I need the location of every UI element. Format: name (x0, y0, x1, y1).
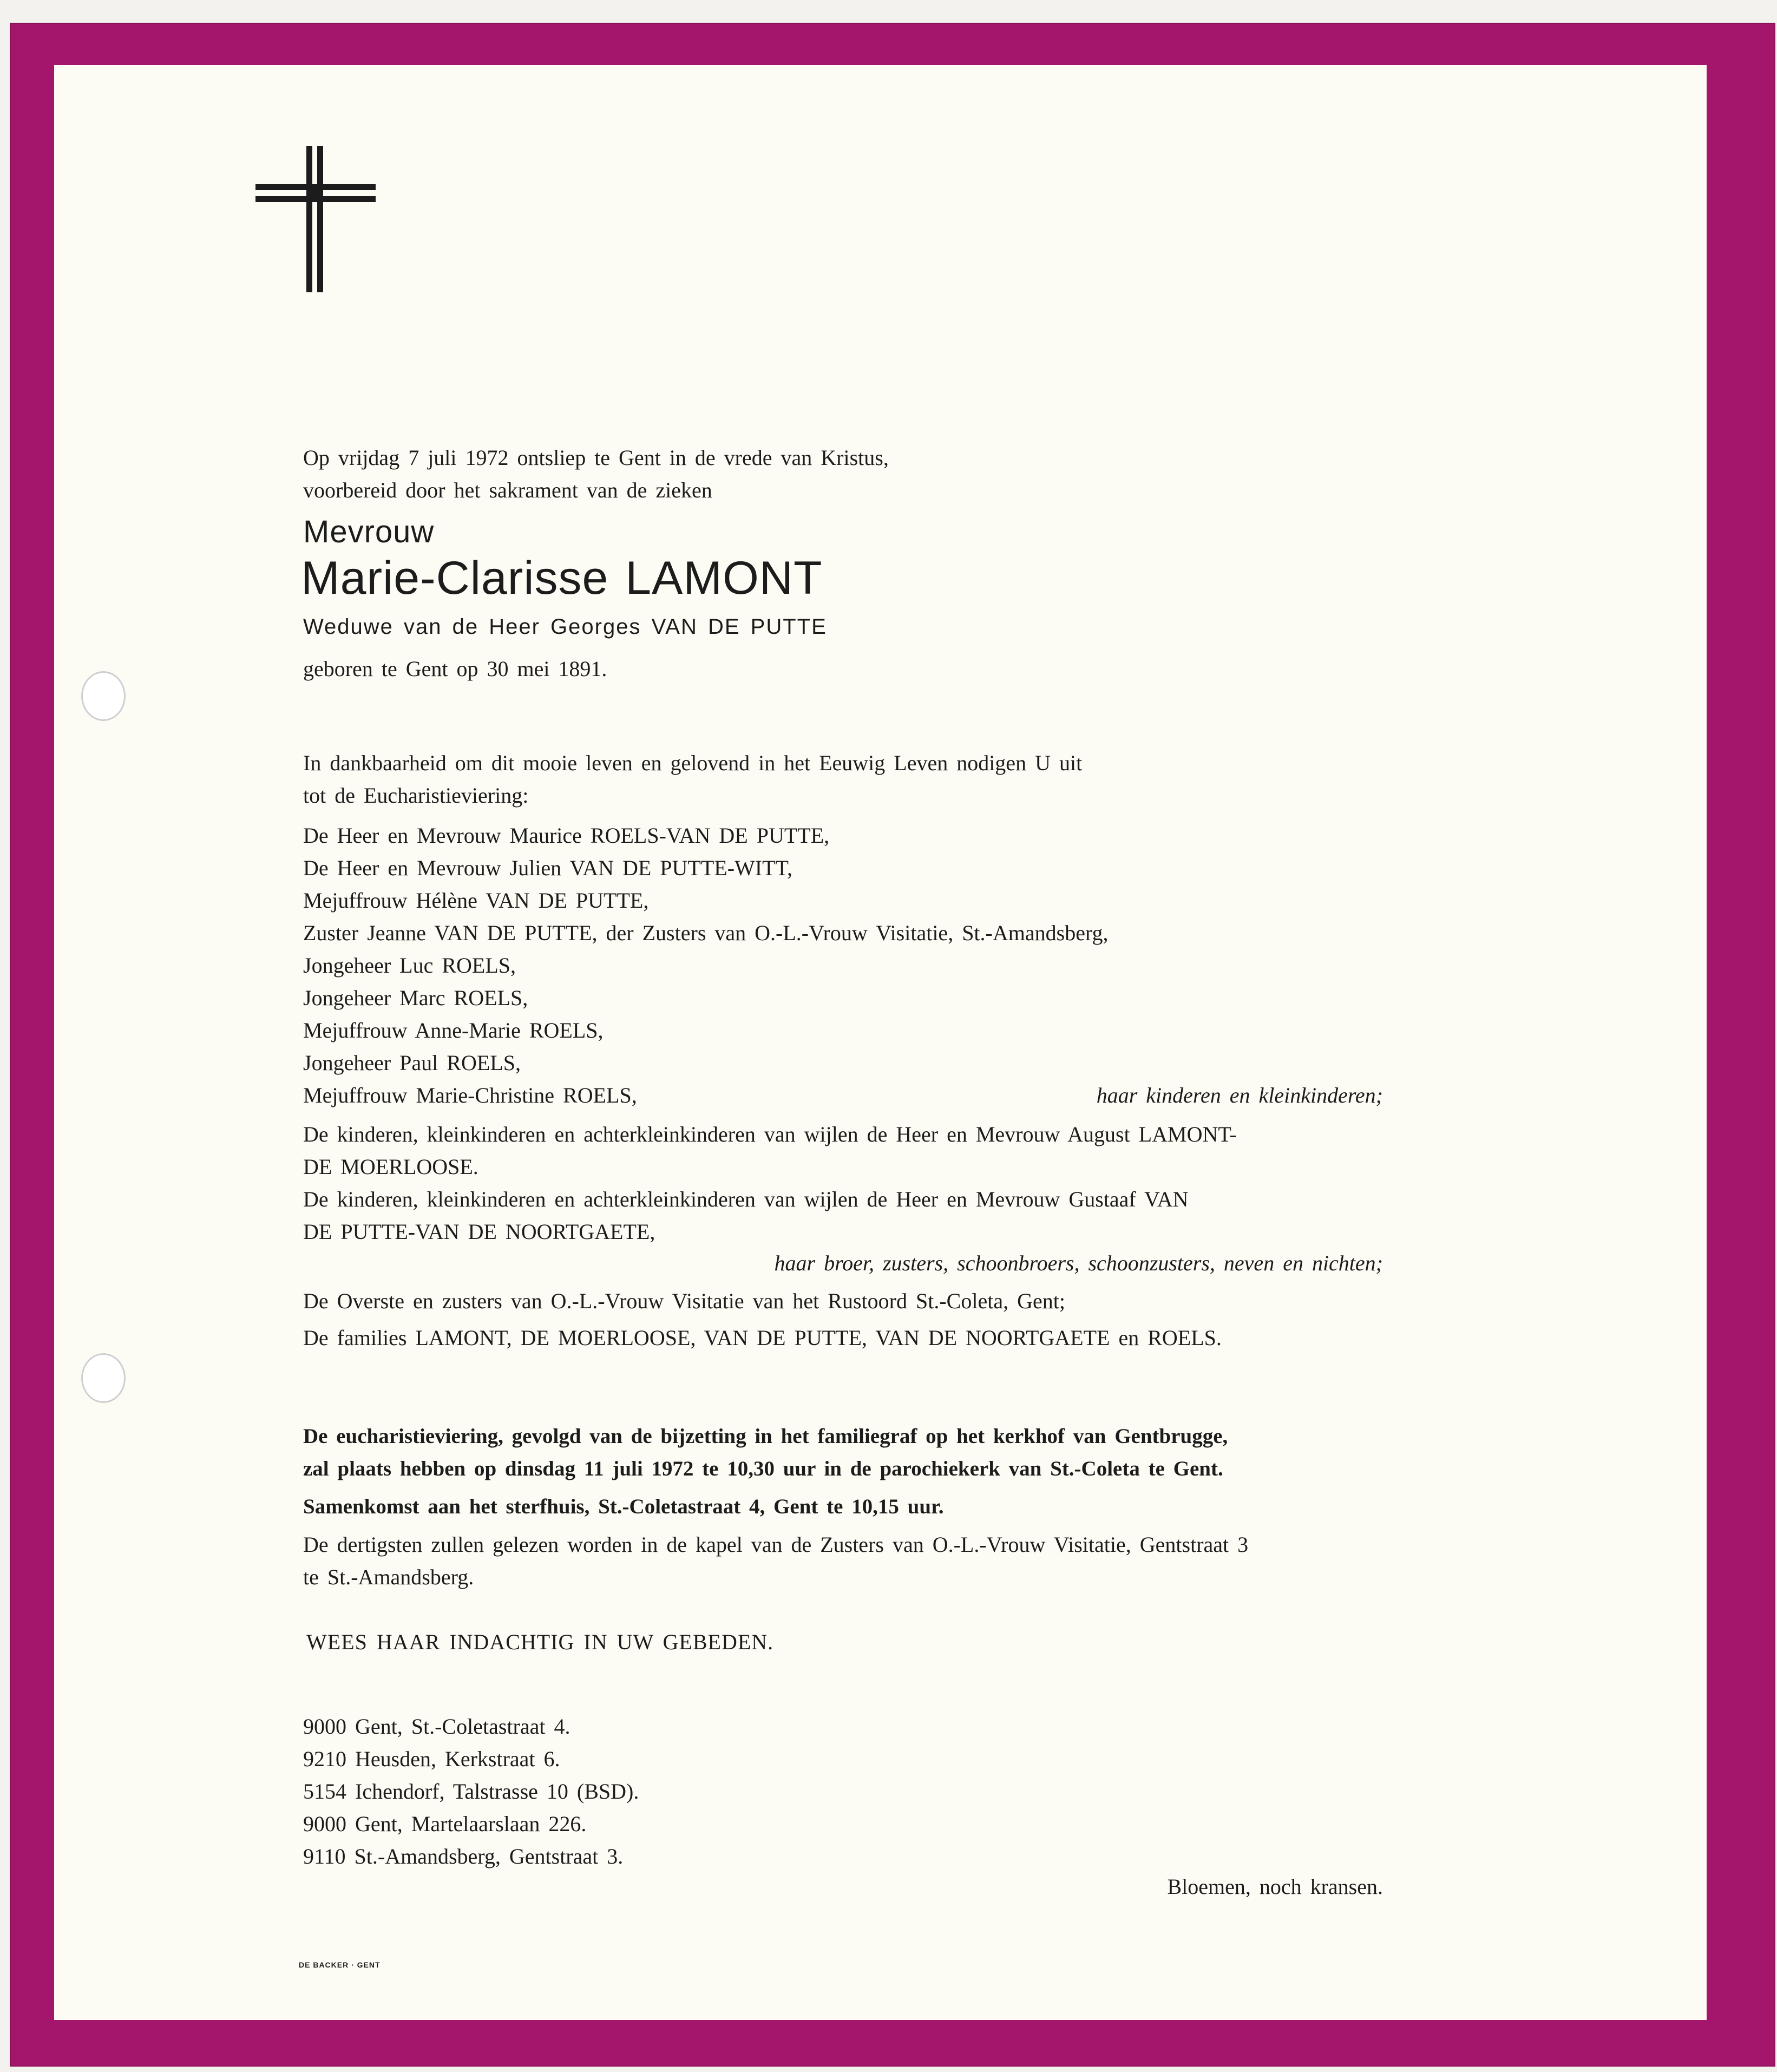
address-line: 9110 St.-Amandsberg, Gentstraat 3. (303, 1844, 624, 1868)
meeting-line: Samenkomst aan het sterfhuis, St.-Coletastraat 4, Gent te 10,15 uur. (303, 1495, 944, 1518)
intro-line-1: Op vrijdag 7 juli 1972 ontsliep te Gent in de vrede van Kristus, (303, 445, 889, 470)
family-member: Mejuffrouw Marie-Christine ROELS, (303, 1083, 637, 1107)
family-member: Zuster Jeanne VAN DE PUTTE, der Zusters van O.-L.-Vrouw Visitatie, St.-Amandsberg, (303, 921, 1109, 945)
children-role: haar kinderen en kleinkinderen; (1096, 1083, 1383, 1107)
prayer-line: WEES HAAR INDACHTIG IN UW GEBEDEN. (306, 1630, 774, 1654)
invitation-line-1: In dankbaarheid om dit mooie leven en gelovend in het Eeuwig Leven nodigen U uit (303, 751, 1083, 775)
deceased-name: Marie-Clarisse LAMONT (301, 552, 823, 604)
lamont-family-line-2: DE MOERLOOSE. (303, 1155, 478, 1179)
families-line: De families LAMONT, DE MOERLOOSE, VAN DE PUTTE, VAN DE NOORTGAETE en ROELS. (303, 1326, 1222, 1350)
family-member: De Heer en Mevrouw Julien VAN DE PUTTE-WITT, (303, 856, 793, 880)
family-member: Jongeheer Paul ROELS, (303, 1051, 521, 1075)
address-line: 9210 Heusden, Kerkstraat 6. (303, 1747, 560, 1771)
ceremony-line-1: De eucharistieviering, gevolgd van de bijzetting in het familiegraf op het kerkhof van Gentbrugge, (303, 1425, 1228, 1448)
address-line: 5154 Ichendorf, Talstrasse 10 (BSD). (303, 1779, 639, 1804)
printer-imprint: DE BACKER · GENT (299, 1960, 381, 1969)
masses-line-1: De dertigsten zullen gelezen worden in de kapel van de Zusters van O.-L.-Vrouw Visitatie, Gentstraat 3 (303, 1532, 1249, 1557)
address-line: 9000 Gent, Martelaarslaan 226. (303, 1812, 587, 1836)
family-member: Mejuffrouw Hélène VAN DE PUTTE, (303, 888, 649, 913)
family-member: De Heer en Mevrouw Maurice ROELS-VAN DE PUTTE, (303, 823, 830, 848)
lamont-family-line-1: De kinderen, kleinkinderen en achterkleinkinderen van wijlen de Heer en Mevrouw August LAMONT- (303, 1122, 1237, 1146)
punch-hole-top (81, 671, 126, 721)
sisters-line: De Overste en zusters van O.-L.-Vrouw Visitatie van het Rustoord St.-Coleta, Gent; (303, 1289, 1065, 1313)
widow-of: Weduwe van de Heer Georges VAN DE PUTTE (303, 615, 827, 639)
relatives-role: haar broer, zusters, schoonbroers, schoonzusters, neven en nichten; (774, 1251, 1383, 1275)
vandeputte-family-line-2: DE PUTTE-VAN DE NOORTGAETE, (303, 1219, 655, 1244)
masses-line-2: te St.-Amandsberg. (303, 1565, 474, 1589)
intro-line-2: voorbereid door het sakrament van de zieken (303, 478, 712, 502)
invitation-line-2: tot de Eucharistieviering: (303, 783, 529, 808)
ceremony-line-2: zal plaats hebben op dinsdag 11 juli 1972 te 10,30 uur in de parochiekerk van St.-Coleta te Gent. (303, 1457, 1223, 1480)
deceased-title: Mevrouw (303, 514, 435, 549)
family-member: Jongeheer Marc ROELS, (303, 986, 528, 1010)
family-member: Jongeheer Luc ROELS, (303, 953, 516, 978)
address-line: 9000 Gent, St.-Coletastraat 4. (303, 1714, 571, 1739)
family-member: Mejuffrouw Anne-Marie ROELS, (303, 1018, 604, 1042)
punch-hole-bottom (81, 1353, 126, 1403)
birth-line: geboren te Gent op 30 mei 1891. (303, 657, 607, 681)
announcement-card (54, 65, 1707, 2020)
no-flowers-note: Bloemen, noch kransen. (1167, 1874, 1383, 1899)
vandeputte-family-line-1: De kinderen, kleinkinderen en achterkleinkinderen van wijlen de Heer en Mevrouw Gustaaf VAN (303, 1187, 1189, 1211)
cross-icon (255, 146, 376, 292)
